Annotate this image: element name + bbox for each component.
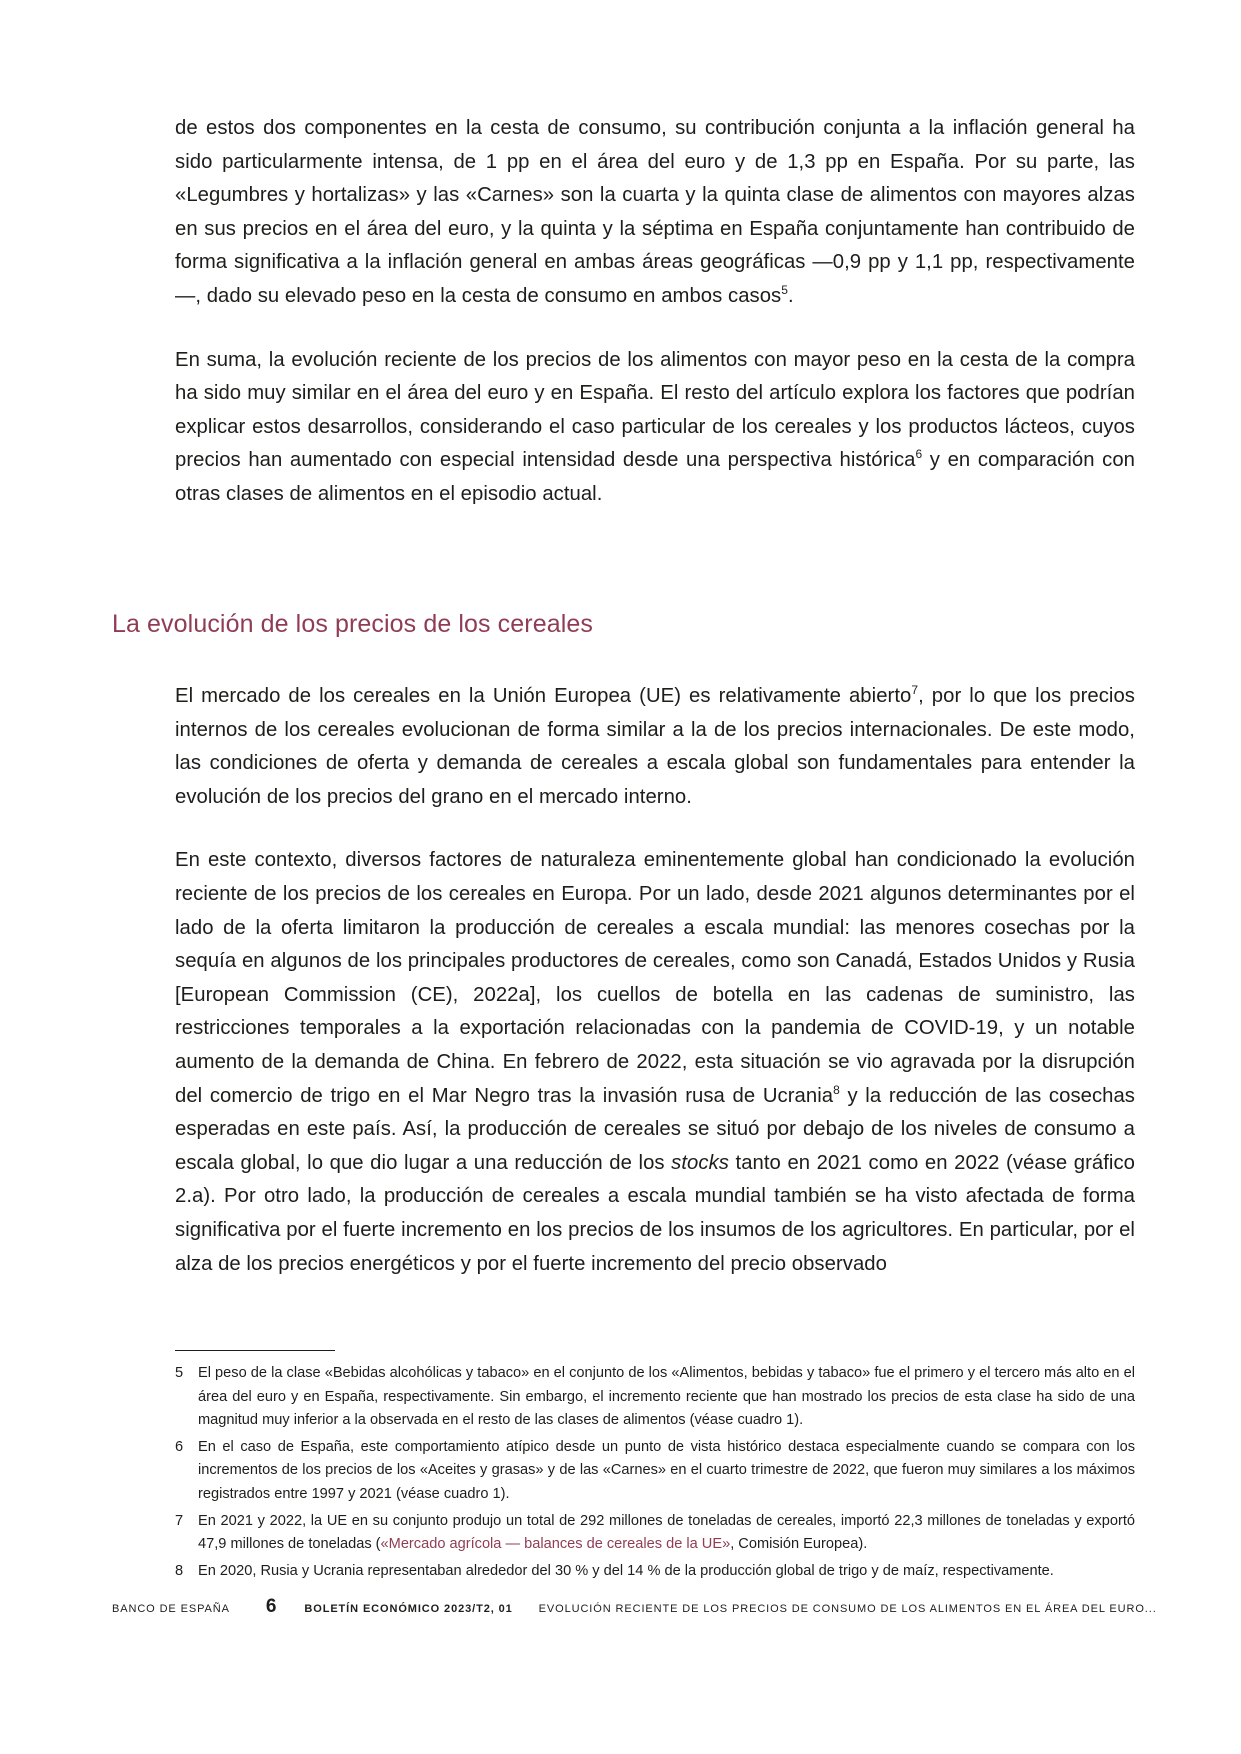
paragraph-3: El mercado de los cereales en la Unión Europea (UE) es relativamente abierto$^7$, por lo que los precios internos de los cereales evolucionan de forma similar a la de los precios internacionales. De este modo, las condiciones de oferta y demanda de cereales a escala global son fundamentales para entender la evolución de los precios del grano en el mercado interno. (175, 683, 1135, 808)
paragraph-1: de estos dos componentes en la cesta de consumo, su contribución conjunta a la inflación general ha sido particularmente intensa, de 1 pp en el área del euro y de 1,3 pp en España. Por su parte, las «Legumbres y hortalizas» y las «Carnes» son la cuarta y la quinta clase de alimentos con mayores alzas en sus precios en el área del euro, y la quinta y la séptima en España conjuntamente han contribuido de forma significativa a la inflación general en ambas áreas geográficas —0,9 pp y 1,1 pp, respectivamente—, dado su elevado peso en la cesta de consumo en ambos casos$^5$. (175, 117, 1135, 307)
section-heading: La evolución de los precios de los cereales (112, 610, 593, 638)
paragraph-4: En este contexto, diversos factores de naturaleza eminentemente global han condicionado la evolución reciente de los precios de los cereales en Europa. Por un lado, desde 2021 algunos determinantes por el lado de la oferta limitaron la producción de cereales a escala mundial: las menores cosechas por la sequía en algunos de los principales productores de cereales, como son Canadá, Estados Unidos y Rusia [European Commission (CE), 2022a], los cuellos de botella en las cadenas de suministro, las restricciones temporales a la exportación relacionadas con la pandemia de COVID-19, y un notable aumento de la demanda de China. En febrero de 2022, esta situación se vio agravada por la disrupción del comercio de trigo en el Mar Negro tras la invasión rusa de Ucrania$^8$ y la reducción de las cosechas esperadas en este país. Así, la producción de cereales se situó por debajo de los niveles de consumo a escala global, lo que dio lugar a una reducción de los stocks tanto en 2021 como en 2022 (véase gráfico 2.a). Por otro lado, la producción de cereales a escala mundial también se ha visto afectada de forma significativa por el fuerte incremento en los precios de los insumos de los agricultores. En particular, por el alza de los precios energéticos y por el fuerte incremento del precio observado (175, 849, 1135, 1275)
footnote-number: 5 (175, 1365, 184, 1381)
footnote-divider (175, 1350, 335, 1351)
footnote-6 (175, 1436, 1135, 1507)
footnote-7 (175, 1510, 1135, 1557)
footnote-text: En el caso de España, este comportamiento atípico desde un punto de vista histórico destaca especialmente cuando se compara con los incrementos de los precios de los «Aceites y grasas» y de las «Carnes» en el cuarto trimestre de 2022, que fueron muy similares a los máximos registrados entre 1997 y 2021 (véase cuadro 1). (198, 1438, 1135, 1502)
footnote-text: En 2021 y 2022, la UE en su conjunto produjo un total de 292 millones de toneladas de cereales, importó 22,3 millones de toneladas y exportó 47,9 millones de toneladas («Mercado agrícola — balances de cereales de la UE», Comisión Europea). (198, 1512, 1135, 1553)
footnote-ref-8[interactable]: 8 (833, 1082, 840, 1097)
footer-organization: BANCO DE ESPAÑA (112, 1603, 230, 1615)
footnote-5 (175, 1362, 1135, 1433)
footnote-ref-7[interactable]: 7 (911, 683, 919, 698)
page-footer (112, 1596, 1157, 1620)
cereal-balances-link[interactable]: «Mercado agrícola — balances de cereales de la UE» (380, 1536, 731, 1553)
footnote-8 (175, 1560, 1135, 1584)
footnote-ref-6[interactable]: 6 (915, 447, 923, 462)
footnote-ref-5[interactable]: 5 (781, 283, 788, 298)
footnotes (175, 1362, 1135, 1586)
footnote-text: En 2020, Rusia y Ucrania representaban alrededor del 30 % y del 14 % de la producción global de trigo y de maíz, respectivamente. (198, 1562, 1054, 1579)
footnote-number: 8 (175, 1562, 184, 1579)
paragraph-2: En suma, la evolución reciente de los precios de los alimentos con mayor peso en la cesta de la compra ha sido muy similar en el área del euro y en España. El resto del artículo explora los factores que podrían explicar estos desarrollos, considerando el caso particular de los cereales y los productos lácteos, cuyos precios han aumentado con especial intensidad desde una perspectiva histórica$^6$ y en comparación con otras clases de alimentos en el episodio actual. (175, 348, 1135, 505)
footnote-number: 7 (175, 1512, 184, 1529)
emphasis-stocks: stocks (671, 1151, 729, 1174)
footnote-number: 6 (175, 1438, 184, 1455)
footnote-text: El peso de la clase «Bebidas alcohólicas y tabaco» en el conjunto de los «Alimentos, bebidas y tabaco» fue el primero y el tercero más alto en el área del euro y en España, respectivamente. Sin embargo, el incremento reciente que han mostrado los precios de esta clase ha sido de una magnitud muy inferior a la observada en el resto de las clases de alimentos (véase cuadro 1). (198, 1365, 1135, 1429)
footer-publication: BOLETÍN ECONÓMICO 2023/T2, 01 (304, 1603, 513, 1615)
page-number: 6 (265, 1596, 277, 1617)
body-text-section (175, 680, 1135, 1311)
footer-article-title: EVOLUCIÓN RECIENTE DE LOS PRECIOS DE CONSUMO DE LOS ALIMENTOS EN EL ÁREA DEL EURO... (538, 1603, 1157, 1615)
body-text-top (175, 112, 1135, 542)
